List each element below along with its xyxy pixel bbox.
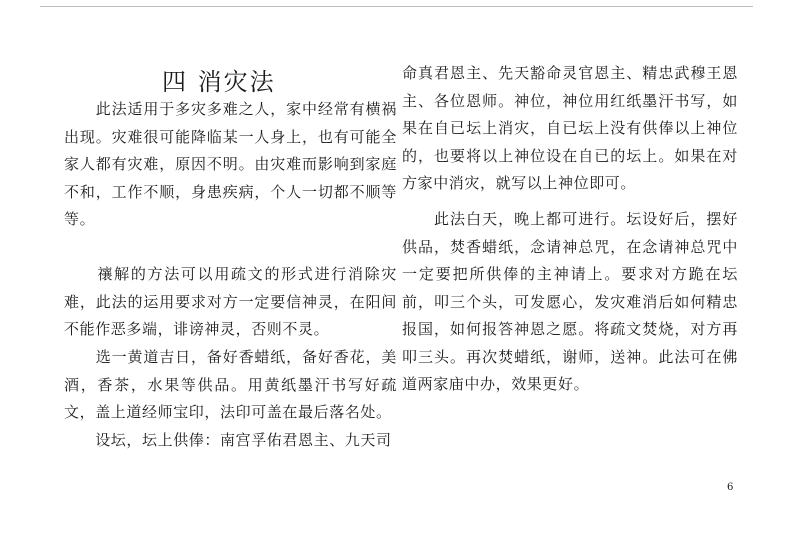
section-title: 四 消灾法 <box>162 68 276 96</box>
paragraph-altar-continued: 命真君恩主、先天豁命灵官恩主、精忠武穆王恩主、各位恩师。神位，神位用红纸墨汗书写，如果在自已坛上消灾，自已坛上没有供俸以上神位的，也要将以上神位设在自已的坛上。如果在对方家中消灾，就写以上神位即可。 <box>402 64 738 192</box>
paragraph-preparation: 选一黄道吉日，备好香蜡纸，备好香花，美酒，香茶，水果等供品。用黄纸墨汗书写好疏文，盖上道经师宝印，法印可盖在最后落名处。 <box>64 348 397 421</box>
top-border-line <box>40 6 753 7</box>
page-number: 6 <box>727 482 734 493</box>
paragraph-method: 禳解的方法可以用疏文的形式进行消除灾难，此法的运用要求对方一定要信神灵，在阳间不能作恶多端，诽谤神灵，否则不灵。 <box>64 265 397 338</box>
paragraph-ritual: 此法白天，晚上都可进行。坛设好后，摆好供品，焚香蜡纸，念请神总咒，在念请神总咒中一定要把所供俸的主神请上。要求对方跪在坛前，叩三个头，可发愿心，发灾难消后如何精忠报国，如何报答神恩之愿。将疏文焚烧，对方再叩三头。再次焚蜡纸，谢师，送神。此法可在佛道两家庙中办，效果更好。 <box>402 210 738 393</box>
paragraph-altar-start: 设坛，坛上供俸：南宫孚佑君恩主、九天司 <box>64 431 392 449</box>
paragraph-intro: 此法适用于多灾多难之人，家中经常有横祸出现。灾难很可能降临某一人身上，也有可能全家人都有灾难，原因不明。由灾难而影响到家庭不和，工作不顺，身患疾病，个人一切都不顺等等。 <box>64 100 397 228</box>
